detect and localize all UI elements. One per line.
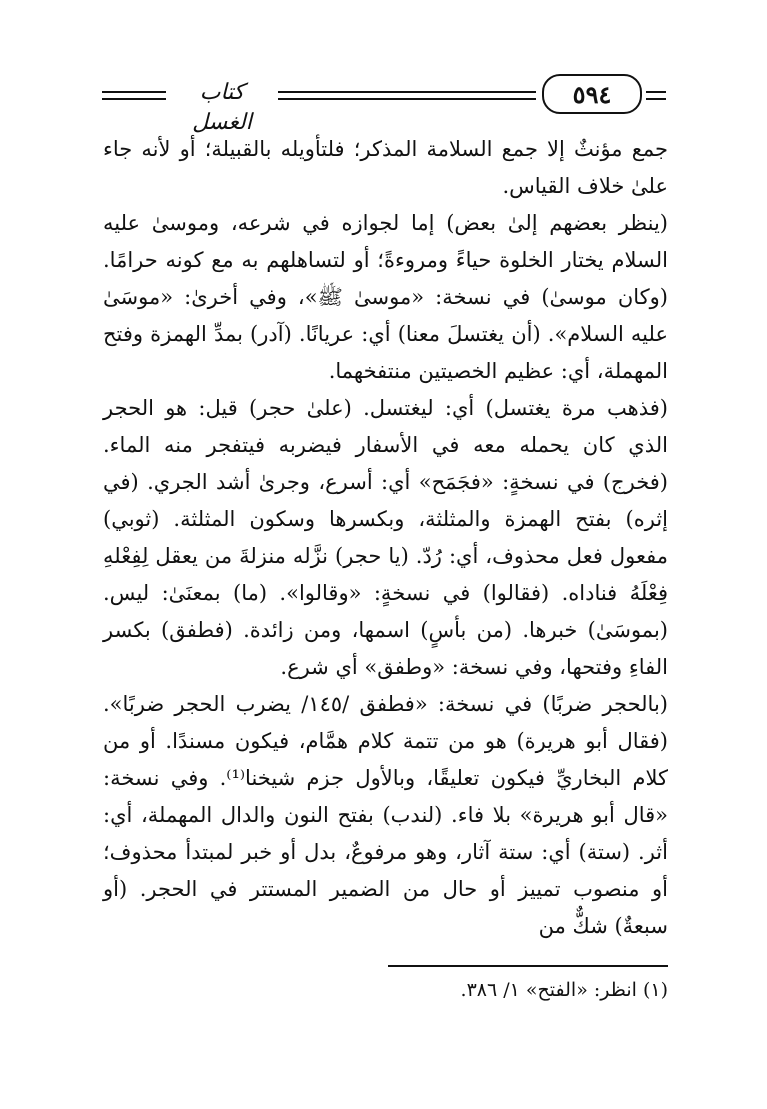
header-rule — [102, 98, 166, 100]
paragraph: جمع مؤنثٌ إلا جمع السلامة المذكر؛ فلتأويله بالقبيلة؛ أو لأنه جاء علىٰ خلاف القياس. — [103, 137, 668, 198]
footnote-separator — [388, 965, 668, 967]
header-rule — [278, 91, 536, 93]
header-rule — [646, 98, 666, 100]
paragraph: (فذهب مرة يغتسل) أي: ليغتسل. (علىٰ حجر) قيل: هو الحجر الذي كان يحمله معه في الأسفار فيضربه فيتفجر منه الماء. (فخرج) في نسخةٍ: «فجَمَح» أي: أسرع، وجرىٰ أشد الجري. (في إثره) بفتح الهمزة والمثلثة، وبكسرها وسكون المثلثة. (ثوبي) مفعول فعل محذوف، أي: رُدّ. (يا حجر) نزَّله منزلةَ من يعقل لِفِعْلهِ فِعْلَهُ فناداه. (فقالوا) في نسخةٍ: «وقالوا». (ما) بمعنَىٰ: ليس. (بموسَىٰ) خبرها. (من بأسٍ) اسمها، ومن زائدة. (فطفق) بكسر الفاءِ وفتحها، وفي نسخة: «وطفق» أي شرع. — [103, 396, 668, 679]
page-header — [100, 74, 668, 135]
header-rule — [102, 91, 166, 93]
page-number: ٥٩٤ — [542, 74, 642, 114]
header-rule — [646, 91, 666, 93]
chapter-title: كتاب الغسل — [192, 80, 252, 135]
paragraph: (بالحجر ضربًا) في نسخة: «فطفق /١٤٥/ يضرب الحجر ضربًا». (فقال أبو هريرة) هو من تتمة كلام همَّام، فيكون مسندًا. أو من كلام البخاريِّ فيكون تعليقًا، وبالأول جزم شيخنا⁽¹⁾. وفي نسخة: «قال أبو هريرة» بلا فاء. (لندب) بفتح النون والدال المهملة، أي: أثر. (ستة) أي: ستة آثار، وهو مرفوعٌ، بدل أو خبر لمبتدأ محذوف؛ أو منصوب تمييز أو حال من الضمير المستتر في الحجر. (أو سبعةٌ) شكٌّ من — [103, 692, 668, 938]
header-rule — [278, 98, 536, 100]
footnote: (١) انظر: «الفتح» ١/ ٣٨٦. — [460, 979, 668, 1001]
paragraph: (ينظر بعضهم إلىٰ بعض) إما لجوازه في شرعه، وموسىٰ عليه السلام يختار الخلوة حياءً ومروءةً؛ أو لتساهلهم به مع كونه حرامًا. (وكان موسىٰ) في نسخة: «موسىٰ ﷺ»، وفي أخرىٰ: «موسَىٰ عليه السلام». (أن يغتسلَ معنا) أي: عريانًا. (آدر) بمدِّ الهمزة وفتح المهملة، أي: عظيم الخصيتين منتفخهما. — [103, 211, 668, 383]
body-text — [103, 131, 668, 945]
